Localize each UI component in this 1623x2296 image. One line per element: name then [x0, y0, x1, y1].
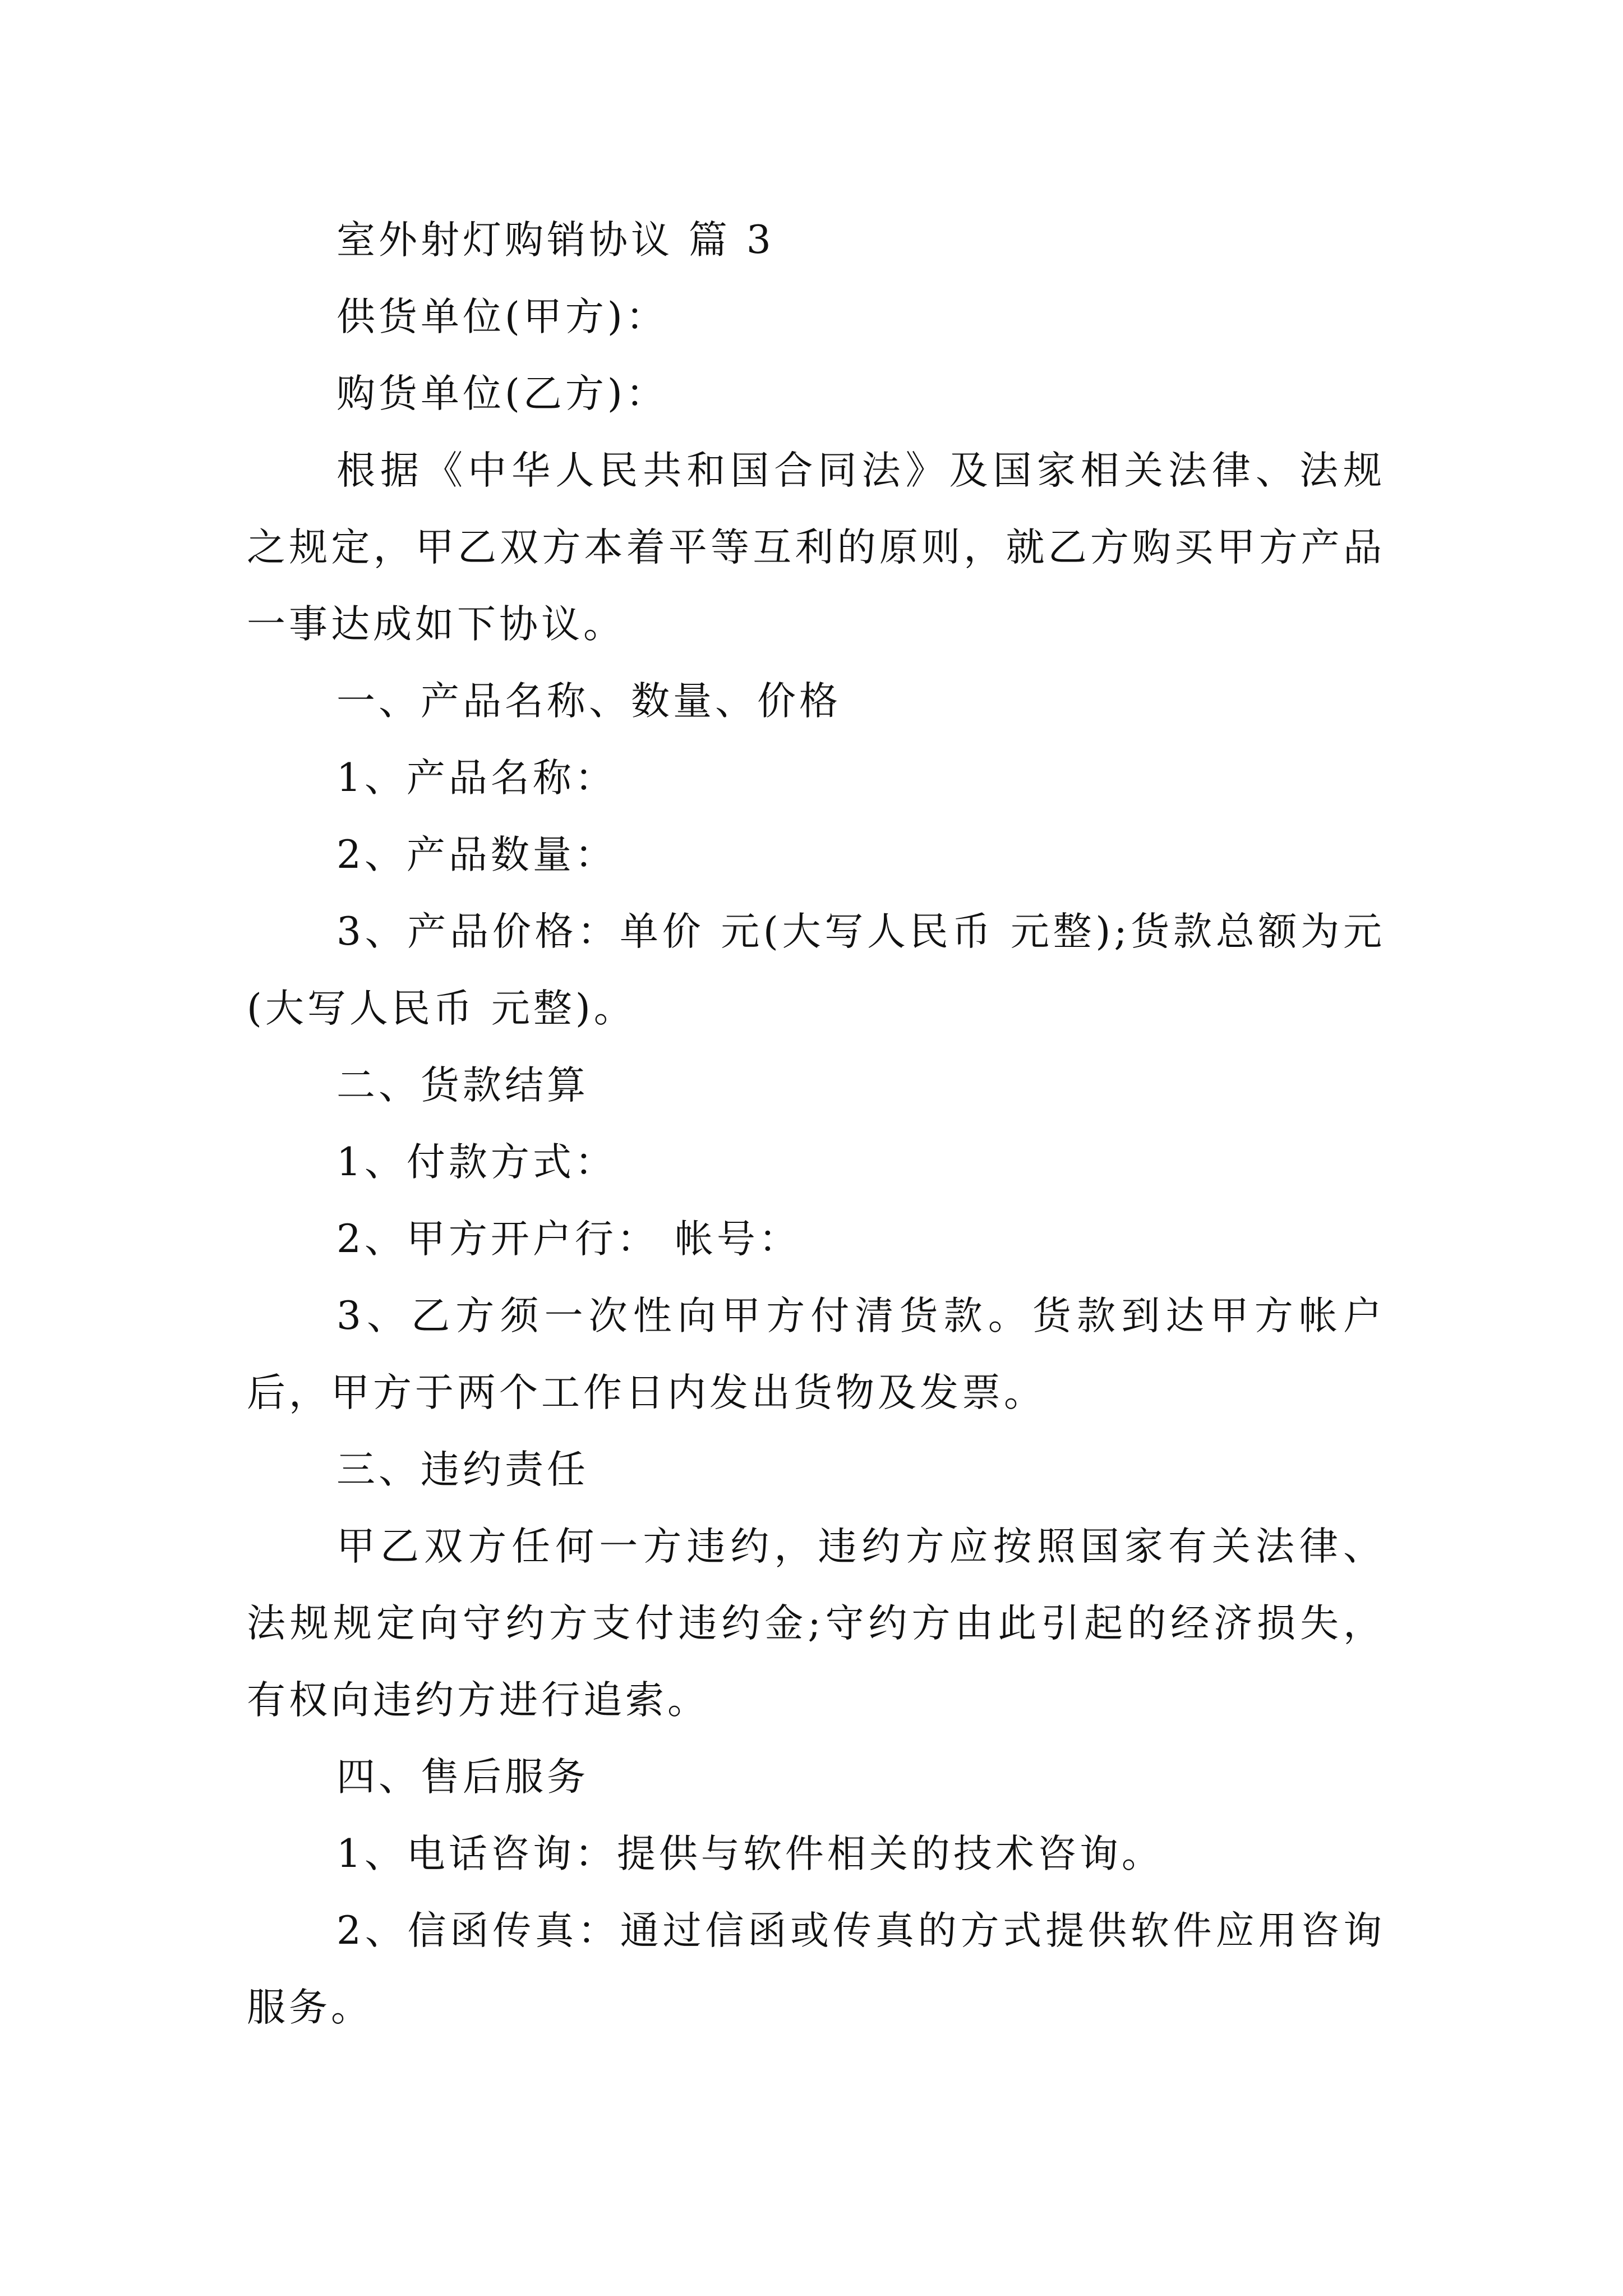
intro-paragraph: 根据《中华人民共和国合同法》及国家相关法律、法规之规定，甲乙双方本着平等互利的原则，就乙方购买甲方产品一事达成如下协议。 — [247, 448, 1385, 647]
section-heading: 四、售后服务 — [336, 1755, 589, 1800]
section-heading: 二、货款结算 — [336, 1063, 589, 1108]
clause-item: 1、付款方式： — [336, 1140, 617, 1185]
clause-item: 2、甲方开户行： 帐号： — [336, 1217, 801, 1262]
clause-item: 1、产品名称： — [336, 756, 617, 800]
buyer-line: 购货单位(乙方)： — [336, 371, 668, 416]
section-heading: 三、违约责任 — [336, 1447, 589, 1492]
clause-paragraph: 甲乙双方任何一方违约，违约方应按照国家有关法律、法规规定向守约方支付违约金;守约方由此引起的经济损失，有权向违约方进行追索。 — [247, 1524, 1385, 1723]
clause-item: 3、产品价格：单价 元(大写人民币 元整);货款总额为元(大写人民币 元整)。 — [247, 909, 1385, 1031]
supplier-line: 供货单位(甲方)： — [336, 295, 668, 339]
clause-item: 2、信函传真：通过信函或传真的方式提供软件应用咨询服务。 — [247, 1908, 1385, 2030]
document-title: 室外射灯购销协议 篇 3 — [336, 218, 774, 263]
clause-item: 1、电话咨询：提供与软件相关的技术咨询。 — [336, 1832, 1164, 1876]
document-body — [247, 202, 1385, 2046]
clause-item: 2、产品数量： — [336, 832, 617, 877]
clause-item: 3、乙方须一次性向甲方付清货款。货款到达甲方帐户后，甲方于两个工作日内发出货物及发票。 — [247, 1294, 1385, 1415]
section-heading: 一、产品名称、数量、价格 — [336, 679, 841, 724]
